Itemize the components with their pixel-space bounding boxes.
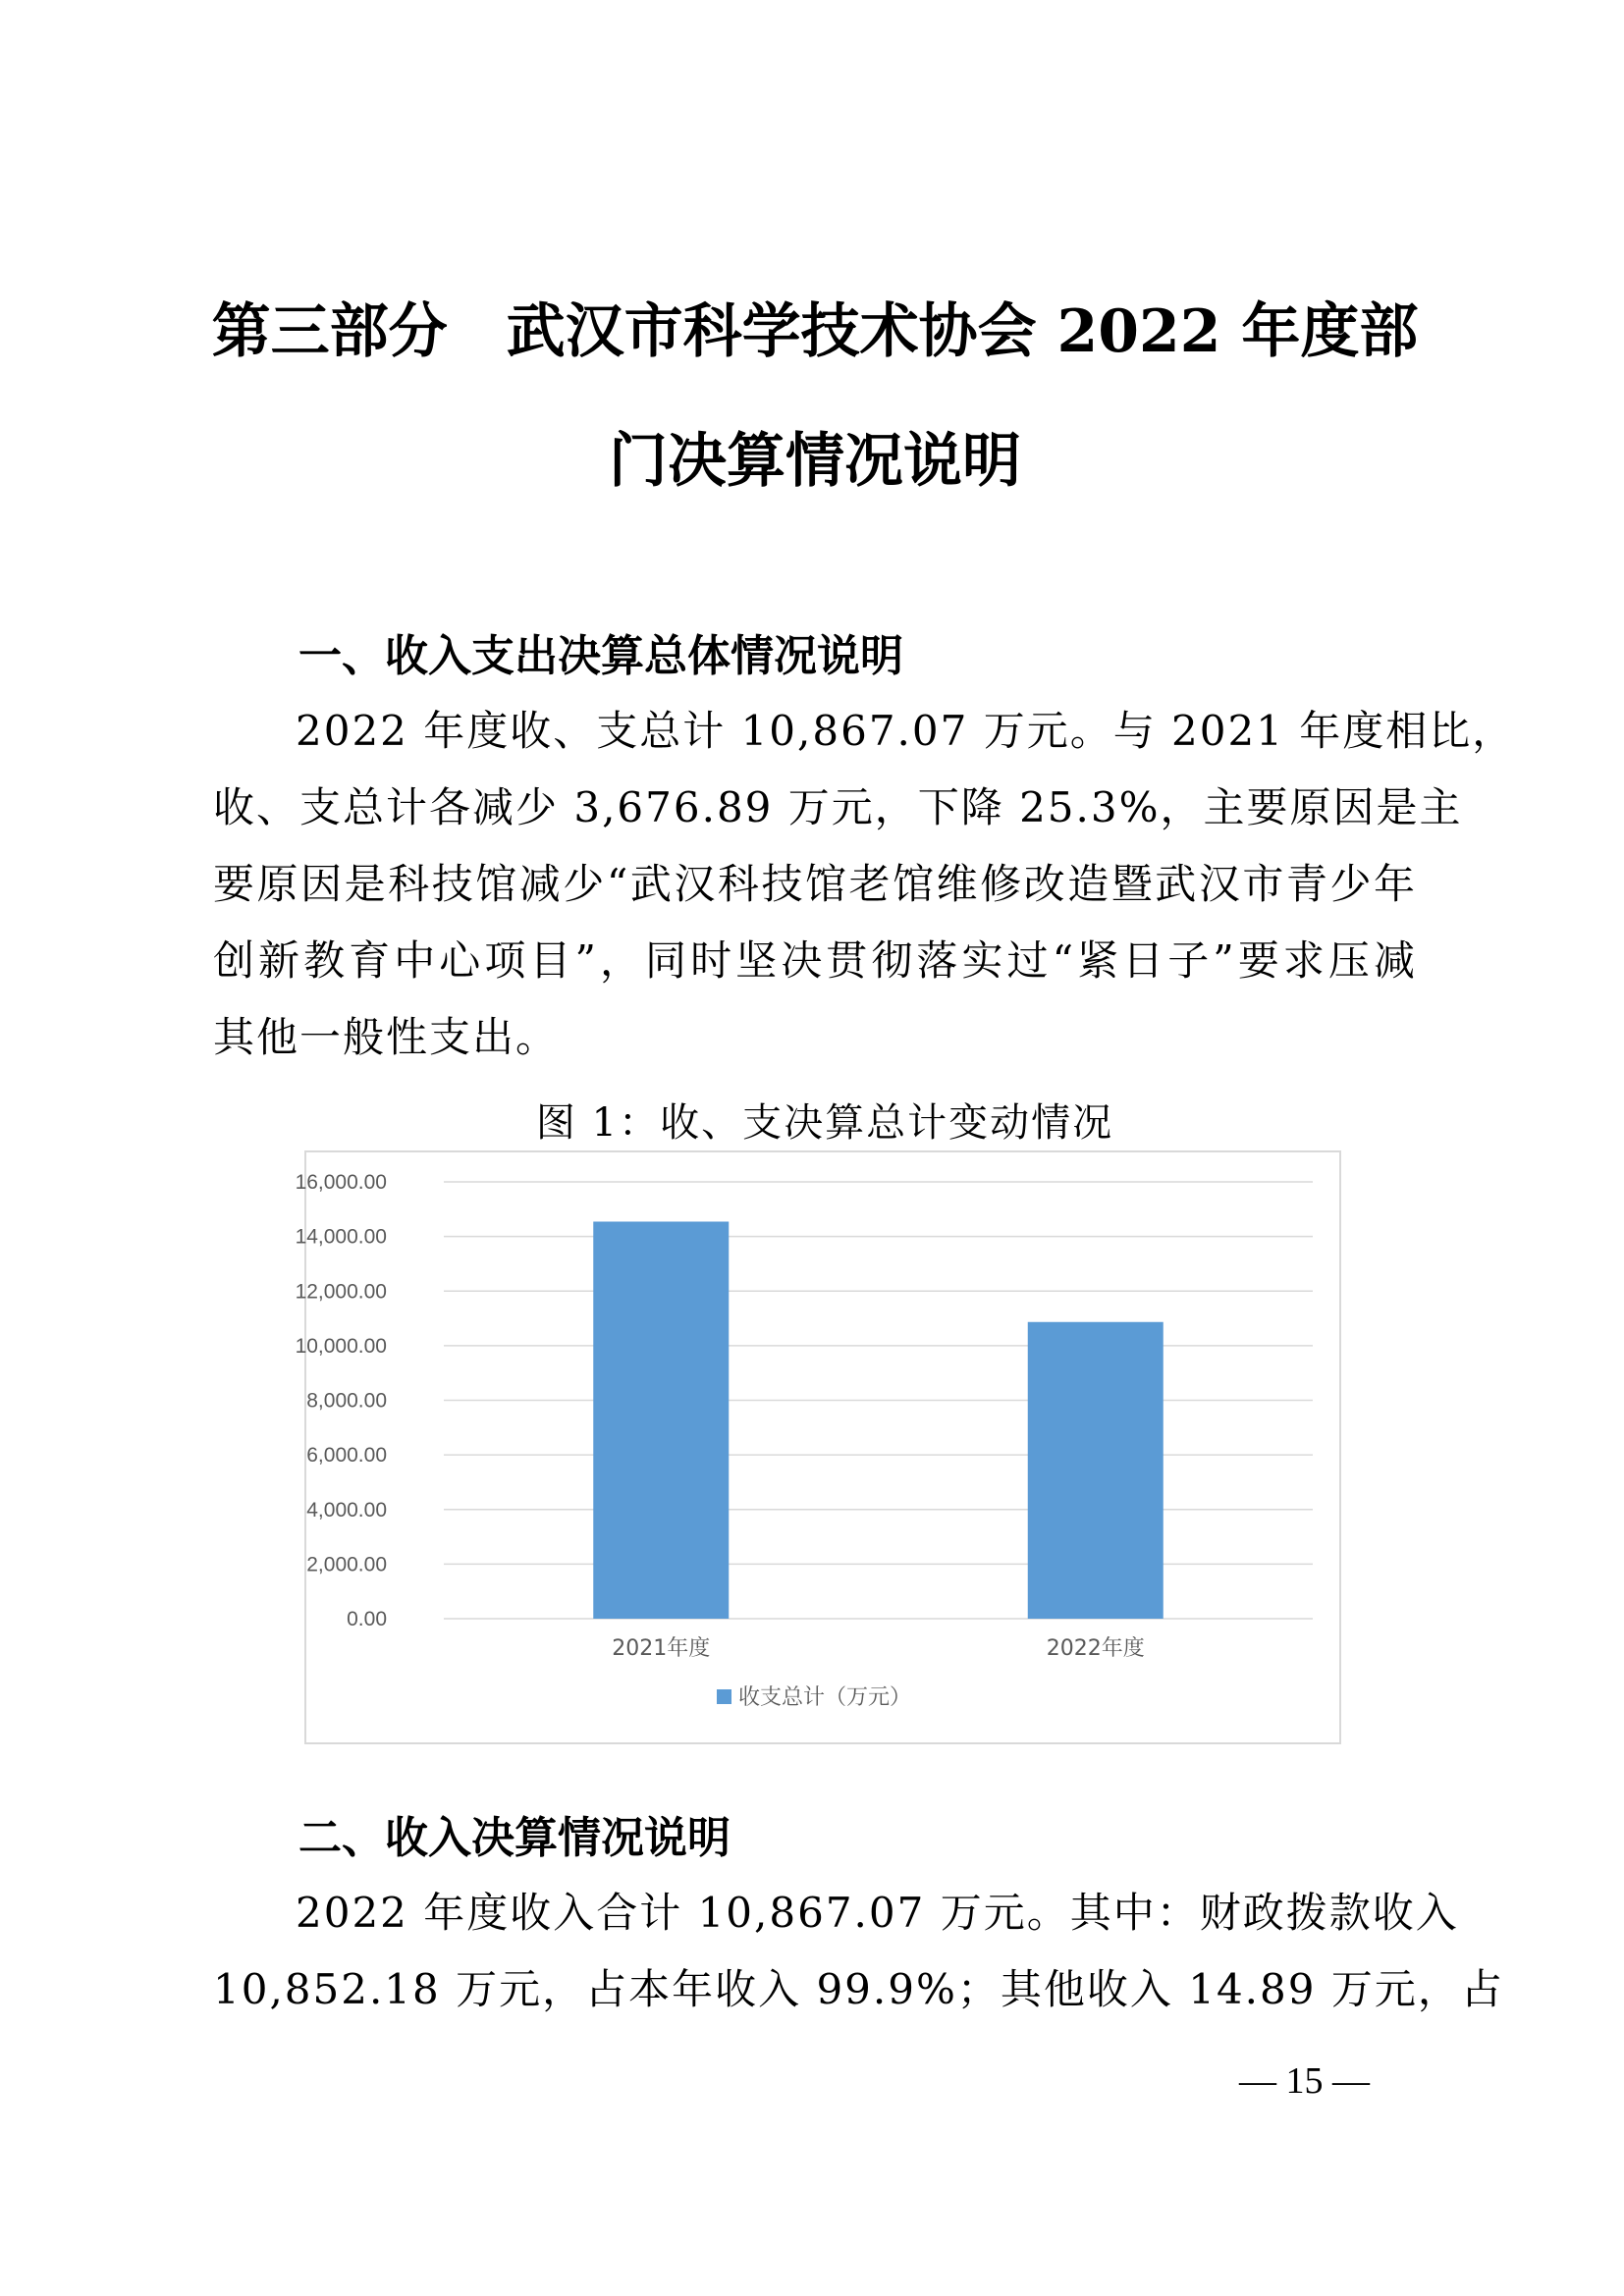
paragraph-line: 创新教育中心项目”，同时坚决贯彻落实过“紧日子”要求压减: [213, 936, 1417, 985]
section-1-paragraph: [213, 693, 1516, 1076]
page-title-line-2: 门决算情况说明: [609, 427, 1021, 496]
y-tick-label: 2,000.00: [306, 1553, 387, 1576]
legend-label: 收支总计（万元）: [738, 1685, 912, 1710]
paragraph-line: 其他一般性支出。: [213, 1013, 560, 1061]
section-1-heading: 一、收入支出决算总体情况说明: [298, 631, 903, 681]
paragraph-line: 10,852.18 万元，占本年收入 99.9%；其他收入 14.89 万元，占: [213, 1965, 1504, 2013]
bar-chart: [295, 1150, 1341, 1744]
y-tick-label: 14,000.00: [295, 1225, 387, 1249]
figure-caption: 图 1：收、支决算总计变动情况: [535, 1100, 1114, 1146]
bar: [593, 1221, 729, 1619]
paragraph-line: 收、支总计各减少 3,676.89 万元，下降 25.3%，主要原因是主: [213, 783, 1463, 831]
legend-swatch: [717, 1689, 731, 1704]
bar: [1028, 1322, 1164, 1619]
y-tick-label: 6,000.00: [306, 1444, 387, 1468]
paragraph-line: 2022 年度收、支总计 10,867.07 万元。与 2021 年度相比，: [296, 707, 1516, 755]
paragraph-line: 2022 年度收入合计 10,867.07 万元。其中：财政拨款收入: [296, 1889, 1459, 1937]
page-number: — 15 —: [1239, 2060, 1370, 2102]
y-tick-label: 12,000.00: [295, 1280, 387, 1304]
page-title-line-1: 第三部分 武汉市科学技术协会 2022 年度部: [211, 297, 1419, 366]
section-2-paragraph: [213, 1875, 1504, 2028]
section-2-heading: 二、收入决算情况说明: [298, 1813, 731, 1863]
y-tick-label: 4,000.00: [306, 1498, 387, 1522]
y-tick-label: 8,000.00: [306, 1389, 387, 1413]
y-tick-label: 0.00: [347, 1608, 387, 1630]
chart-canvas: [295, 1152, 1339, 1742]
paragraph-line: 要原因是科技馆减少“武汉科技馆老馆维修改造暨武汉市青少年: [213, 860, 1417, 908]
x-category-label: 2021年度: [612, 1636, 711, 1661]
y-tick-label: 16,000.00: [295, 1171, 387, 1194]
y-tick-label: 10,000.00: [295, 1334, 387, 1358]
x-category-label: 2022年度: [1046, 1636, 1145, 1661]
